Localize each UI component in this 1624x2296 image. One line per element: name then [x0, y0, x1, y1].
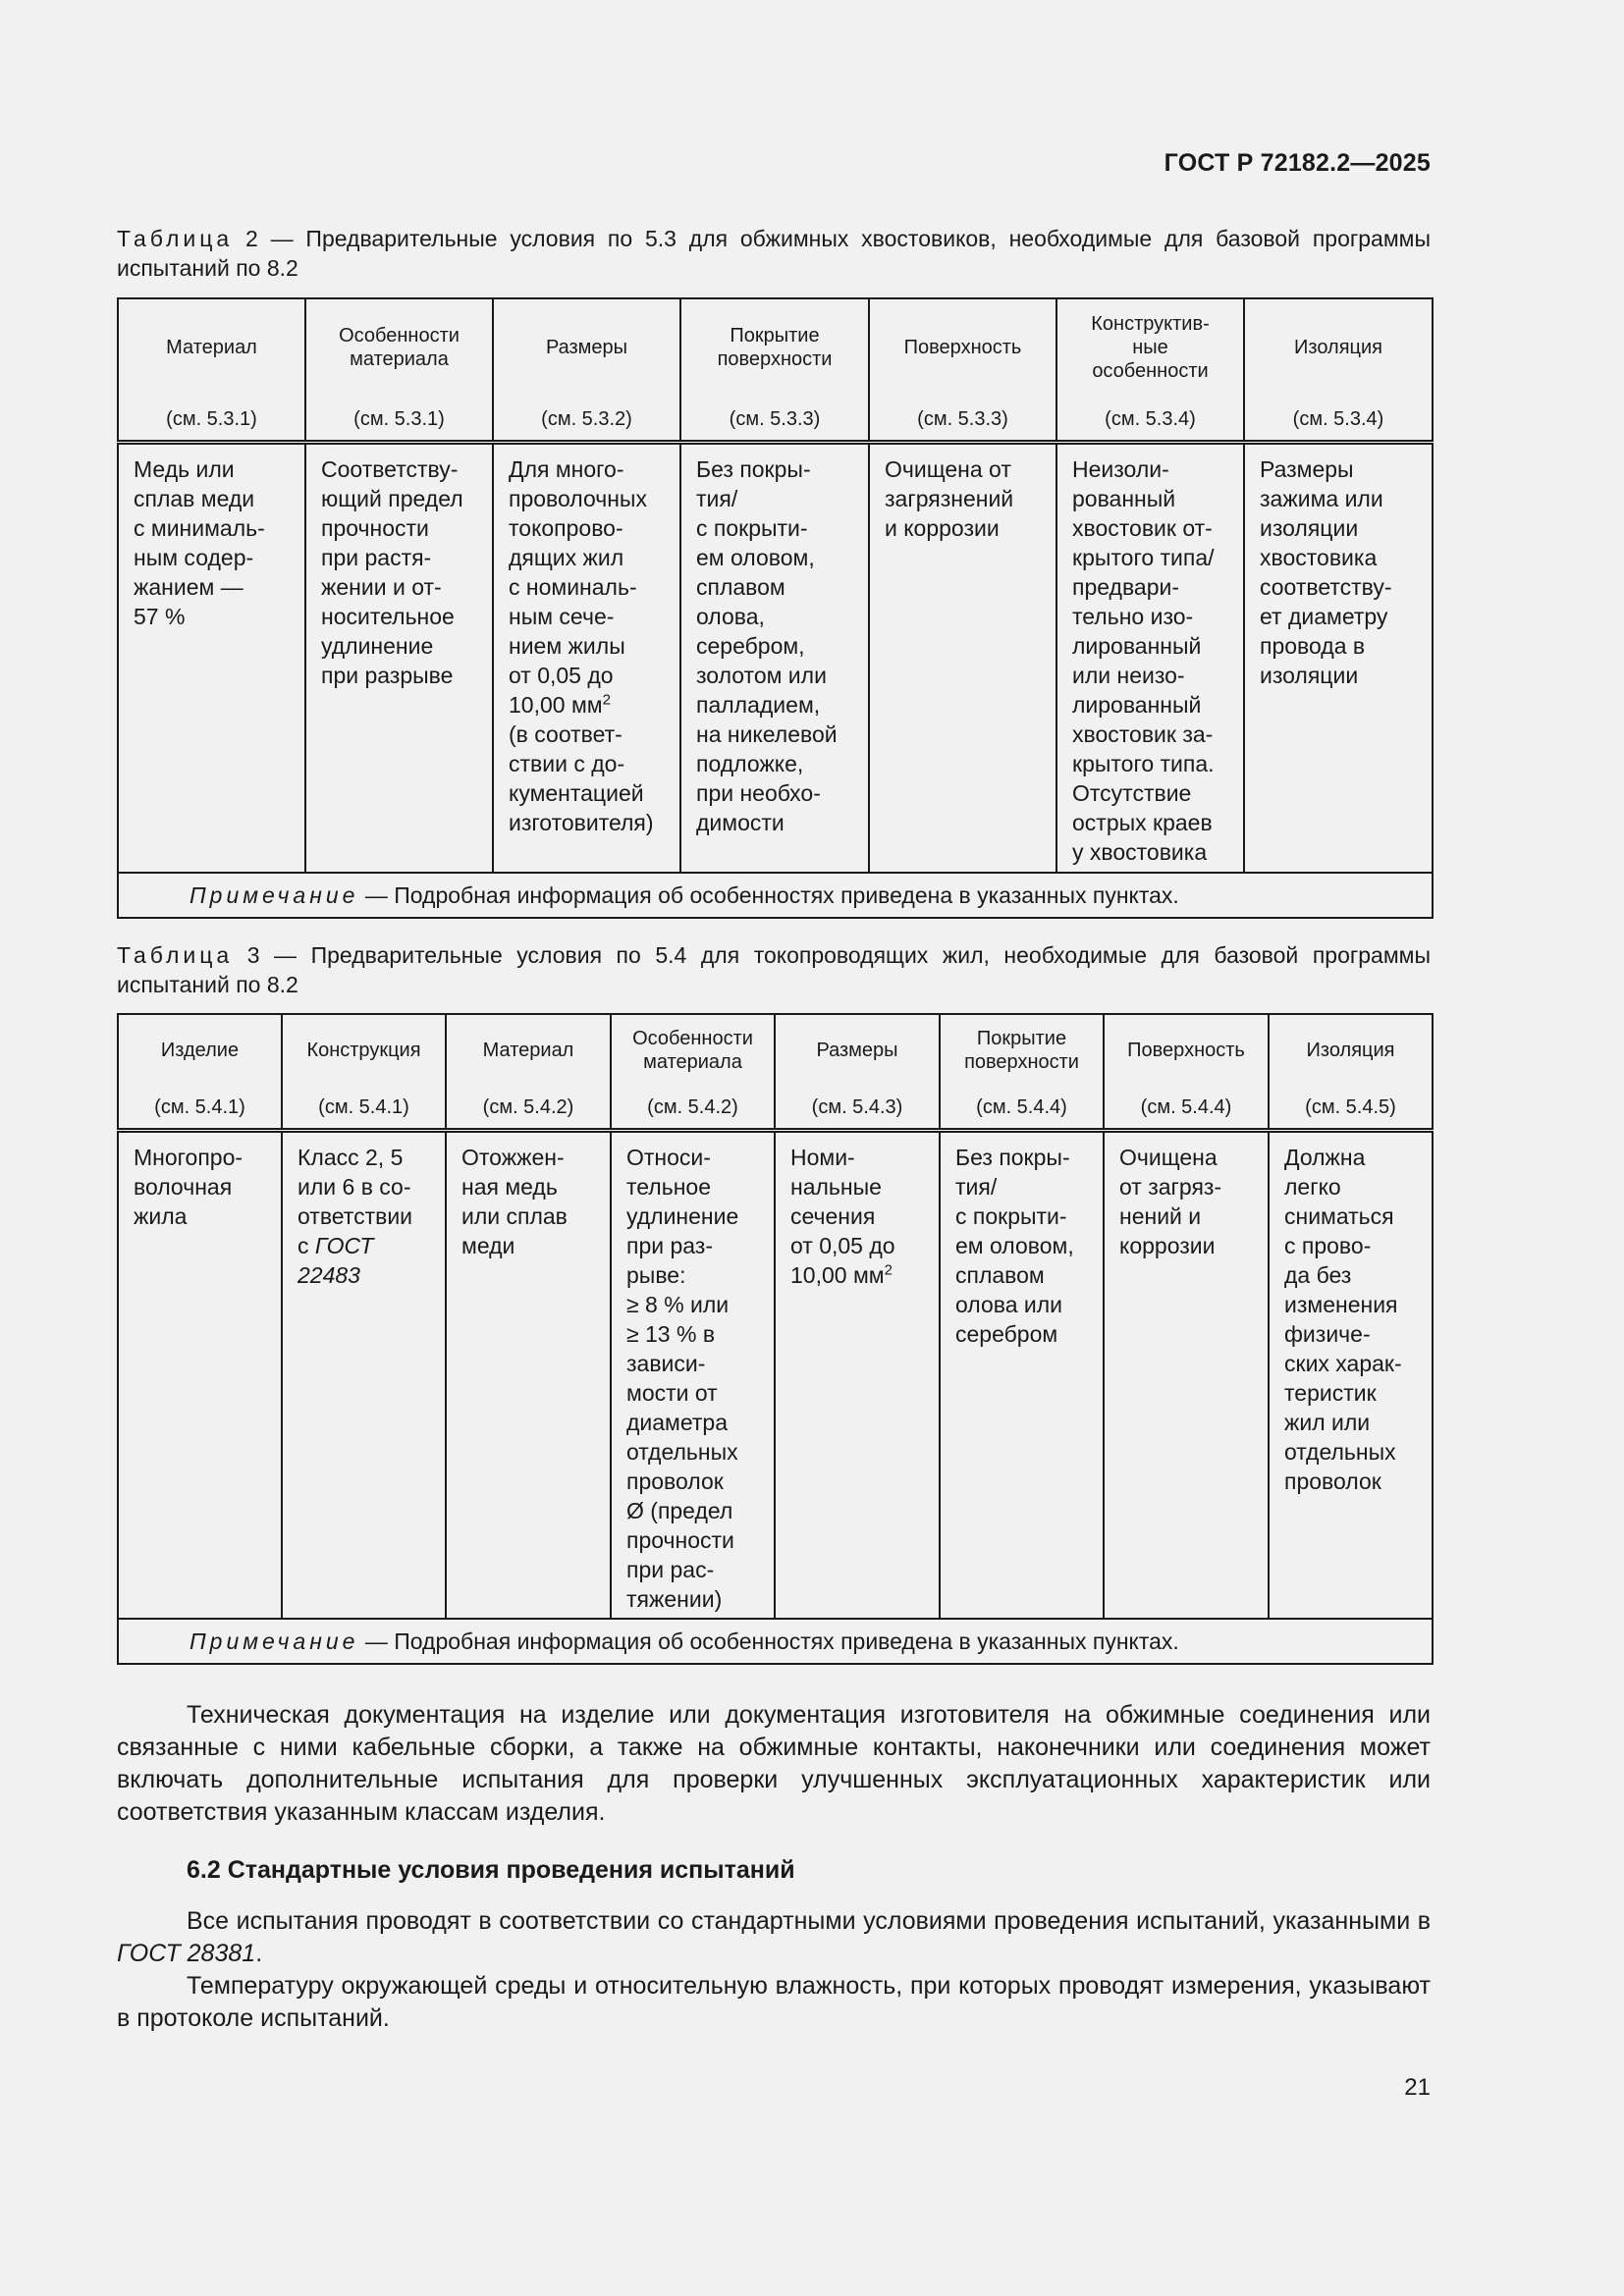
- column-ref: (см. 5.3.3): [917, 408, 1008, 430]
- column-name: Материал: [166, 337, 257, 358]
- table-2-header-cell: [1056, 298, 1244, 442]
- note-label: Примечание: [189, 1628, 359, 1654]
- column-name: Поверхность: [1127, 1040, 1245, 1061]
- table-cell: [282, 1130, 446, 1619]
- column-ref: (см. 5.3.1): [166, 408, 257, 430]
- table-2: [117, 297, 1434, 919]
- column-name: Особенности материала: [339, 325, 460, 370]
- table-3-note-row: [118, 1619, 1433, 1664]
- gost-reference: ГОСТ 28381: [117, 1940, 256, 1967]
- table-cell: Размеры зажима или изоляции хвостовика соответству- ет диаметру провода в изоляции: [1244, 442, 1433, 873]
- table-2-caption-label: Таблица: [117, 226, 234, 251]
- table-cell: Очищена от загрязнений и коррозии: [869, 442, 1056, 873]
- column-name: Размеры: [816, 1040, 898, 1061]
- cell-text: (в соответ- ствии с до- кументацией изготовителя): [509, 721, 654, 835]
- table-3: [117, 1013, 1434, 1665]
- table-3-caption-label: Таблица: [117, 942, 234, 968]
- column-name: Конструктив- ные особенности: [1091, 313, 1210, 382]
- table-cell: Многопро- волочная жила: [118, 1130, 282, 1619]
- table-3-header-cell: [1104, 1014, 1269, 1130]
- table-3-caption: [117, 940, 1431, 999]
- column-ref: (см. 5.3.4): [1105, 408, 1196, 430]
- table-cell: Очищена от загряз- нений и коррозии: [1104, 1130, 1269, 1619]
- note-text: — Подробная информация об особенностях приведена в указанных пунктах.: [358, 1628, 1179, 1654]
- column-name: Изоляция: [1306, 1040, 1395, 1061]
- table-2-caption: [117, 224, 1431, 283]
- table-cell: Отожжен- ная медь или сплав меди: [446, 1130, 611, 1619]
- document-identifier: ГОСТ Р 72182.2—2025: [1164, 149, 1431, 177]
- cell-text: Номи- нальные сечения от 0,05 до 10,00 мм: [790, 1144, 895, 1288]
- table-cell: Соответству- ющий предел прочности при растя- жении и от- носительное удлинение при разрыве: [305, 442, 493, 873]
- column-ref: (см. 5.4.5): [1305, 1096, 1396, 1118]
- column-ref: (см. 5.4.1): [318, 1096, 409, 1118]
- table-3-caption-text: 3 — Предварительные условия по 5.4 для токопроводящих жил, необходимые для базовой программы испытаний по 8.2: [117, 942, 1431, 997]
- table-3-header-cell: [446, 1014, 611, 1130]
- body-paragraph: Техническая документация на изделие или документация изготовителя на обжимные соединения или связанные с ними кабельные сборки, а также на обжимные контакты, наконечники или соединения может включать дополнительные испытания для проверки улучшенных эксплуатационных характеристик или соответствия указанным классам изделия.: [117, 1701, 1431, 1826]
- table-cell: Должна легко сниматься с прово- да без изменения физиче- ских харак- теристик жил или отдельных проволок: [1269, 1130, 1433, 1619]
- column-ref: (см. 5.4.2): [482, 1096, 574, 1118]
- superscript: 2: [884, 1260, 893, 1278]
- column-name: Изоляция: [1294, 337, 1382, 358]
- table-2-data-row: [118, 442, 1433, 873]
- table-3-data-row: [118, 1130, 1433, 1619]
- column-name: Особенности материала: [632, 1028, 753, 1073]
- column-name: Покрытие поверхности: [717, 325, 833, 370]
- superscript: 2: [602, 690, 611, 708]
- table-3-header-cell: [775, 1014, 940, 1130]
- table-2-header-cell: [1244, 298, 1433, 442]
- column-name: Конструкция: [306, 1040, 421, 1061]
- column-name: Размеры: [545, 337, 628, 358]
- column-ref: (см. 5.3.1): [353, 408, 445, 430]
- table-3-header-cell: [282, 1014, 446, 1130]
- note-text: — Подробная информация об особенностях приведена в указанных пунктах.: [358, 882, 1179, 908]
- table-note: [118, 873, 1433, 918]
- column-name: Изделие: [160, 1040, 240, 1061]
- column-name: Материал: [482, 1040, 574, 1061]
- paragraph-text: Все испытания проводят в соответствии со стандартными условиями проведения испытаний, указанными в: [187, 1907, 1431, 1935]
- body-paragraph: [117, 1905, 1431, 1970]
- body-paragraph: Температуру окружающей среды и относительную влажность, при которых проводят измерения, указывают в протоколе испытаний.: [117, 1972, 1431, 2032]
- table-3-header-cell: [611, 1014, 775, 1130]
- table-cell: [493, 442, 680, 873]
- table-2-caption-text: 2 — Предварительные условия по 5.3 для обжимных хвостовиков, необходимые для базовой программы испытаний по 8.2: [117, 226, 1431, 281]
- page-number: 21: [1404, 2074, 1431, 2101]
- table-2-header-cell: [493, 298, 680, 442]
- table-2-header-row: [118, 298, 1433, 442]
- table-3-header-cell: [118, 1014, 282, 1130]
- cell-text: Для много- проволочных токопрово- дящих жил с номиналь- ным сече- нием жилы от 0,05 до 10,00 мм: [509, 455, 647, 718]
- column-name: Покрытие поверхности: [964, 1028, 1079, 1073]
- gost-reference: ГОСТ 22483: [298, 1232, 374, 1288]
- table-2-header-cell: [680, 298, 869, 442]
- column-ref: (см. 5.4.1): [154, 1096, 245, 1118]
- column-ref: (см. 5.4.2): [647, 1096, 738, 1118]
- table-3-header-cell: [940, 1014, 1104, 1130]
- table-cell: Относи- тельное удлинение при раз- рыве: ≥ 8 % или ≥ 13 % в зависи- мости от диаметра отдельных проволок Ø (предел прочности при рас- тяжении): [611, 1130, 775, 1619]
- column-ref: (см. 5.3.4): [1292, 408, 1384, 430]
- column-ref: (см. 5.4.4): [1140, 1096, 1232, 1118]
- table-3-header-row: [118, 1014, 1433, 1130]
- table-2-header-cell: [305, 298, 493, 442]
- column-ref: (см. 5.3.3): [729, 408, 821, 430]
- table-cell: Медь или сплав меди с минималь- ным содер- жанием — 57 %: [118, 442, 305, 873]
- table-cell: Неизоли- рованный хвостовик от- крытого типа/ предвари- тельно изо- лированный или неизо- лированный хвостовик за- крытого типа. Отсутствие острых краев у хвостовика: [1056, 442, 1244, 873]
- table-cell: [775, 1130, 940, 1619]
- table-cell: Без покры- тия/ с покрыти- ем оловом, сплавом олова или серебром: [940, 1130, 1104, 1619]
- column-ref: (см. 5.4.3): [811, 1096, 903, 1118]
- table-note: [118, 1619, 1433, 1664]
- table-cell: Без покры- тия/ с покрыти- ем оловом, сплавом олова, серебром, золотом или палладием, на никелевой подложке, при необхо- димости: [680, 442, 869, 873]
- table-2-header-cell: [118, 298, 305, 442]
- note-label: Примечание: [189, 882, 359, 908]
- column-ref: (см. 5.3.2): [541, 408, 632, 430]
- paragraph-text: .: [255, 1940, 263, 1967]
- section-heading: 6.2 Стандартные условия проведения испытаний: [187, 1856, 795, 1884]
- table-2-header-cell: [869, 298, 1056, 442]
- table-3-header-cell: [1269, 1014, 1433, 1130]
- column-name: Поверхность: [903, 337, 1022, 358]
- table-2-note-row: [118, 873, 1433, 918]
- column-ref: (см. 5.4.4): [976, 1096, 1067, 1118]
- cell-text: Класс 2, 5 или 6 в со- ответствии с: [298, 1144, 413, 1258]
